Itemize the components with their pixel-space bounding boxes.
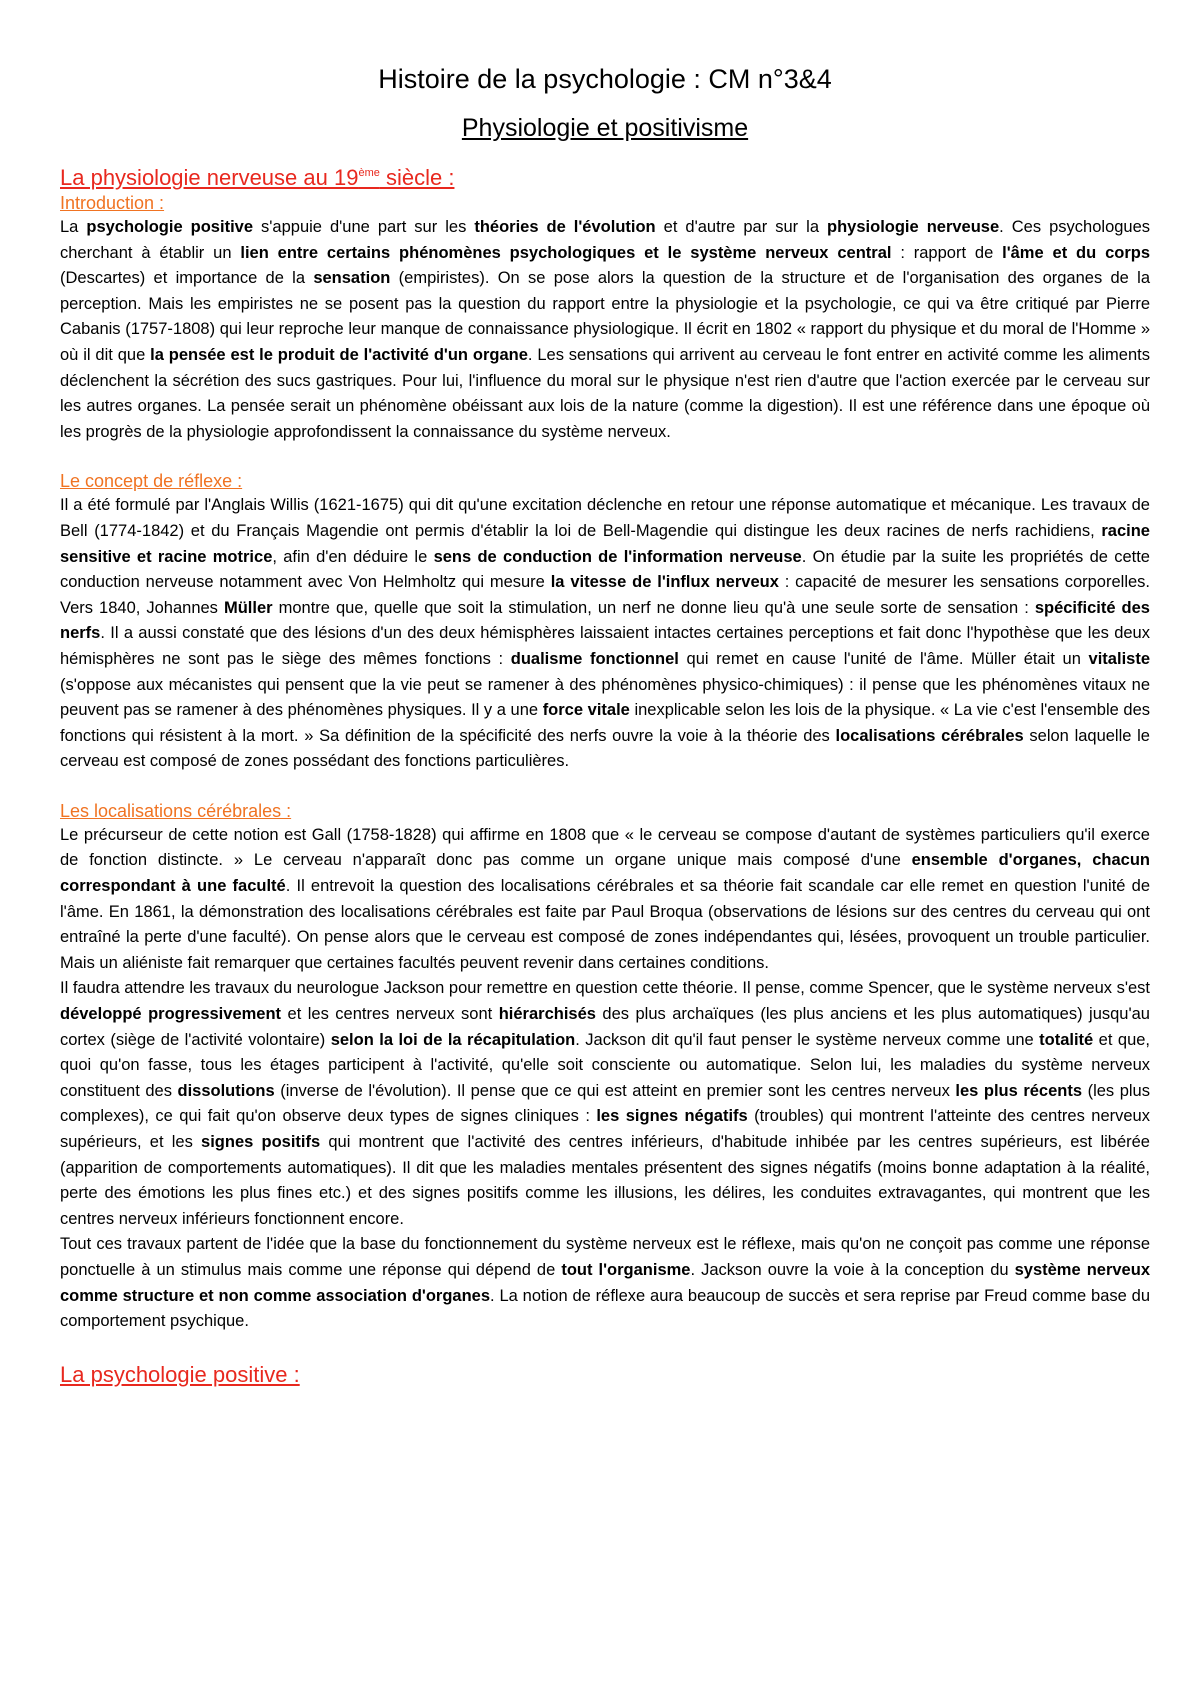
section-localisations-cerebrales [60, 799, 1150, 1335]
paragraph: Tout ces travaux partent de l'idée que la base du fonctionnement du système nerveux est le réflexe, mais qu'on ne conçoit pas comme une réponse ponctuelle à un stimulus mais comme une réponse qui dépend de tout l'organisme. Jackson ouvre la voie à la conception du système nerveux comme structure et non comme association d'organes. La notion de réflexe aura beaucoup de succès et sera reprise par Freud comme base du comportement psychique. [60, 1235, 1151, 1331]
emphasis-term: développé progressivement [60, 1005, 282, 1024]
document-subtitle: Physiologie et positivisme [461, 114, 749, 142]
emphasis-term: théories de l'évolution [474, 218, 656, 236]
emphasis-term: lien entre certains phénomènes psychologiques et le système nerveux central [240, 243, 892, 262]
emphasis-term: hiérarchisés [498, 1005, 596, 1024]
subsection-heading-localisations: Les localisations cérébrales : [60, 800, 292, 821]
emphasis-term: signes positifs [201, 1133, 321, 1151]
emphasis-term: localisations cérébrales [835, 726, 1024, 745]
emphasis-term: spécificité des nerfs [60, 598, 1150, 643]
emphasis-term: physiologie nerveuse [827, 218, 1000, 236]
paragraph: Il faudra attendre les travaux du neurologue Jackson pour remettre en question cette théorie. Il pense, comme Spencer, que le système nerveux s'est développé progressivement et les centres nerveux sont hiérarchisés des plus archaïques (les plus anciens et les plus automatiques) jusqu'au cortex (siège de l'activité volontaire) selon la loi de la récapitulation. Jackson dit qu'il faut penser le système nerveux comme une totalité et que, quoi qu'on fasse, tous les étages participent à l'activité, qu'elle soit consciente ou automatique. Selon lui, les maladies du système nerveux constituent des dissolutions (inverse de l'évolution). Il pense que ce qui est atteint en premier sont les centres nerveux les plus récents (les plus complexes), ce qui fait qu'on observe deux types de signes cliniques : les signes négatifs (troubles) qui montrent l'atteinte des centres nerveux supérieurs, et les signes positifs qui montrent que l'activité des centres inférieurs, d'habitude inhibée par les centres supérieurs, est libérée (apparition de comportements automatiques). Il dit que les maladies mentales présentent des signes négatifs (moins bonne adaptation à la réalité, perte des émotions les plus fines etc.) et des signes positifs comme les illusions, les délires, les conduites extravagantes, qui montrent que les centres nerveux inférieurs fonctionnent encore. [60, 979, 1151, 1228]
paragraph: La psychologie positive s'appuie d'une part sur les théories de l'évolution et d'autre par sur la physiologie nerveuse. Ces psychologues cherchant à établir un lien entre certains phénomènes psychologiques et le système nerveux central : rapport de l'âme et du corps (Descartes) et importance de la sensation (empiristes). On se pose alors la question de la structure et de l'organisation des organes de la perception. Mais les empiristes ne se posent pas la question du rapport entre la physiologie et la psychologie, ce qui va être critiqué par Pierre Cabanis (1757-1808) qui leur reproche leur manque de connaissance physiologique. Il écrit en 1802 « rapport du physique et du moral de l'Homme » où il dit que la pensée est le produit de l'activité d'un organe. Les sensations qui arrivent au cerveau le font entrer en activité comme les aliments déclenchent la sécrétion des sucs gastriques. Pour lui, l'influence du moral sur le physique n'est rien d'autre que l'action exercée par le cerveau sur les autres organes. La pensée serait un phénomène obéissant aux lois de la nature (comme la digestion). Il est une référence dans une époque où les progrès de la physiologie approfondissent la connaissance du système nerveux. [60, 218, 1151, 441]
emphasis-term: totalité [1039, 1030, 1094, 1049]
paragraph: Il a été formulé par l'Anglais Willis (1621-1675) qui dit qu'une excitation déclenche en retour une réponse automatique et mécanique. Les travaux de Bell (1774-1842) et du Français Magendie ont permis d'établir la loi de Bell-Magendie qui distingue les deux racines de nerfs rachidiens, racine sensitive et racine motrice, afin d'en déduire le sens de conduction de l'information nerveuse. On étudie par la suite les propriétés de cette conduction nerveuse notamment avec Von Helmholtz qui mesure la vitesse de l'influx nerveux : capacité de mesurer les sensations corporelles. Vers 1840, Johannes Müller montre que, quelle que soit la stimulation, un nerf ne donne lieu qu'à une seule sorte de sensation : spécificité des nerfs. Il a aussi constaté que des lésions d'un des deux hémisphères laissaient intactes certaines perceptions et fait donc l'hypothèse que les deux hémisphères ne sont pas le siège des mêmes fonctions : dualisme fonctionnel qui remet en cause l'unité de l'âme. Müller était un vitaliste (s'oppose aux mécanistes qui pensent que la vie peut se ramener à des phénomènes physico-chimiques) : il pense que les phénomènes vitaux ne peuvent pas se ramener à des phénomènes physiques. Il y a une force vitale inexplicable selon les lois de la physique. « La vie c'est l'ensemble des fonctions qui résistent à la mort. » Sa définition de la spécificité des nerfs ouvre la voie à la théorie des localisations cérébrales selon laquelle le cerveau est composé de zones possédant des fonctions particulières. [60, 496, 1151, 771]
emphasis-term: tout l'organisme [561, 1260, 691, 1279]
emphasis-term: sens de conduction de l'information nerveuse [433, 547, 802, 566]
emphasis-term: dualisme fonctionnel [510, 649, 679, 668]
document-title: Histoire de la psychologie : CM n°3&4 [378, 64, 832, 94]
emphasis-term: vitaliste [1088, 649, 1150, 668]
emphasis-term: racine sensitive et racine motrice [60, 521, 1150, 566]
section-heading: La psychologie positive : [60, 1361, 300, 1387]
section-physiologie-nerveuse [60, 164, 1150, 445]
emphasis-term: dissolutions [177, 1081, 275, 1100]
emphasis-term: ensemble d'organes, chacun correspondant à une faculté [60, 851, 1150, 896]
emphasis-term: système nerveux comme structure et non comme association d'organes [60, 1260, 1150, 1305]
subsection-heading-introduction: Introduction : [60, 193, 165, 213]
emphasis-term: sensation [313, 269, 391, 288]
emphasis-term: force vitale [542, 701, 630, 720]
emphasis-term: l'âme et du corps [1002, 243, 1151, 262]
section-heading: La physiologie nerveuse au 19ème siècle : [60, 165, 455, 190]
emphasis-term: Müller [223, 598, 273, 617]
subsection-heading-reflexe: Le concept de réflexe : [60, 471, 243, 492]
document-page [60, 0, 1150, 1388]
emphasis-term: les signes négatifs [596, 1107, 748, 1126]
emphasis-term: les plus récents [955, 1081, 1083, 1100]
emphasis-term: psychologie positive [86, 218, 254, 236]
section-psychologie-positive [60, 1361, 1150, 1388]
paragraph: Le précurseur de cette notion est Gall (1758-1828) qui affirme en 1808 que « le cerveau se compose d'autant de systèmes particuliers qu'il exerce de fonction distincte. » Le cerveau n'apparaît donc pas comme un organe unique mais composé d'une ensemble d'organes, chacun correspondant à une faculté. Il entrevoit la question des localisations cérébrales et sa théorie fait scandale car elle remet en question l'unité de l'âme. En 1861, la démonstration des localisations cérébrales est faite par Paul Broqua (observations de lésions sur des centres du cerveau qui ont entraîné la perte d'une faculté). On pense alors que le cerveau est composé de zones indépendantes qui, lésées, provoquent un trouble particulier. Mais un aliéniste fait remarquer que certaines facultés peuvent revenir dans certaines conditions. [60, 825, 1150, 972]
section-concept-reflexe [60, 469, 1150, 775]
emphasis-term: la pensée est le produit de l'activité d'un organe [150, 345, 528, 364]
emphasis-term: selon la loi de la récapitulation [330, 1030, 576, 1049]
emphasis-term: la vitesse de l'influx nerveux [550, 573, 779, 592]
